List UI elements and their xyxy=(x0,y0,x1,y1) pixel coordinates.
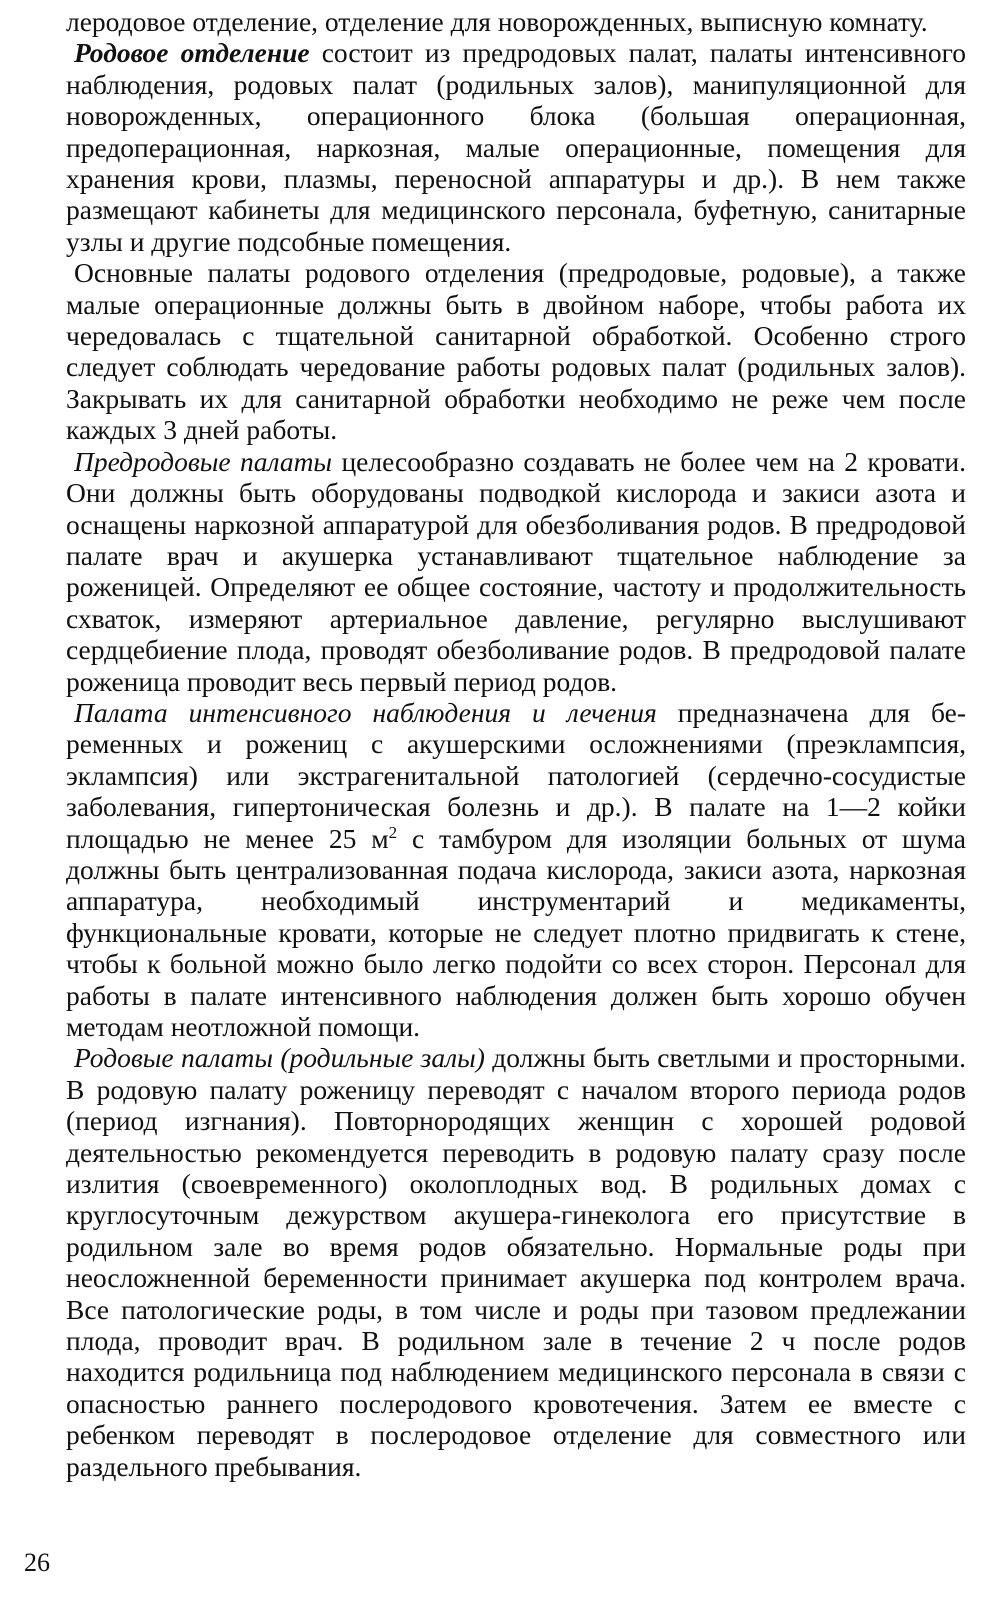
body-text xyxy=(66,6,966,1482)
paragraph-prenatal-wards xyxy=(66,446,966,697)
paragraph-continuation xyxy=(66,6,966,37)
italic-term: Предродовые палаты xyxy=(74,445,333,477)
paragraph-delivery-rooms xyxy=(66,1042,966,1482)
text-run: должны быть светлыми и просторными. В родовую палату роженицу переводят с началом второго периода родов (период изгнания). Повторнородящих женщин с хорошей родовой деятельностью рекомендуется переводить в родовую палату сразу после излития (своевременного) околоплодных вод. В родильных домах с круглосуточным дежурством акушера-гинеколога его присутствие в родильном зале во время родов обязательно. Нормальные роды при неосложненной беременности принимает акушерка под контролем врача. Все патологические роды, в том числе и роды при тазовом предлежании плода, проводит врач. В родильном зале в течение 2 ч после родов находится родильница под наблюдением медицинского персонала в связи с опасностью раннего послеродового кровотечения. Затем ее вместе с ребенком переводят в послеродовое отделение для совместного или раздельного пребывания. xyxy=(66,1042,966,1482)
text-run: предназначена для беременных и рожениц с акушерскими осложнениями (преэклампсия, эклампсия) или экстрагенитальной патологией (сердечно-сосудистые заболевания, гипертоническая болезнь и др.). В палате на 1—2 койки площадью не менее 25 м xyxy=(66,696,966,854)
text-run: Основные палаты родового отделения (предродовые, родовые), а также малые операционные должны быть в двойном наборе, чтобы работа их чередовалась с тщательной санитарной обработкой. Особенно строго следует соблюдать чередование работы родовых палат (родильных залов). Закрывать их для санитарной обработки необходимо не реже чем после каждых 3 дней работы. xyxy=(66,257,966,446)
text-run: состоит из предродовых палат, палаты интенсивного наблюдения, родовых палат (родильных залов), манипуляционной для новорожденных, операционного блока (большая операционная, предоперационная, наркозная, малые операционные, помещения для хранения крови, плазмы, переносной аппаратуры и др.). В нем также размещают кабинеты для медицинского персонала, буфетную, санитарные узлы и другие подсобные помещения. xyxy=(66,37,966,257)
italic-term: Родовые палаты (родильные залы) xyxy=(74,1042,485,1074)
text-run: целесообразно создавать не более чем на 2 кровати. Они должны быть оборудованы подводкой кислорода и закиси азота и оснащены наркозной аппаратурой для обезболивания родов. В предродовой палате врач и акушерка устанавливают тщательное наблюдение за роженицей. Определяют ее общее состояние, частоту и продолжительность схваток, измеряют артериальное давление, регулярно выслушивают сердцебиение плода, проводят обезболивание родов. В предродовой палате роженица проводит весь первый период родов. xyxy=(66,445,966,697)
text-run: леродовое отделение, отделение для новорожденных, выписную комнату. xyxy=(66,6,928,37)
page-number: 26 xyxy=(24,1548,50,1577)
text-run: с тамбуром для изоляции больных от шума должны быть централизованная подача кислорода, закиси азота, наркозная аппаратура, необходимый инструментарий и медикаменты, функциональные кровати, которые не следует плотно придвигать к стене, чтобы к больной можно было легко подойти со всех сторон. Персонал для работы в палате интенсивного наблюдения должен быть хорошо обучен методам неотложной помощи. xyxy=(66,822,966,1042)
section-heading-inline: Родовое отделение xyxy=(74,37,310,69)
paragraph-main-wards xyxy=(66,257,966,445)
superscript: 2 xyxy=(388,822,398,842)
italic-term: Палата интенсивного наблюдения и лечения xyxy=(74,696,657,728)
paragraph-intensive-care-ward xyxy=(66,697,966,1042)
paragraph-delivery-department xyxy=(66,37,966,257)
